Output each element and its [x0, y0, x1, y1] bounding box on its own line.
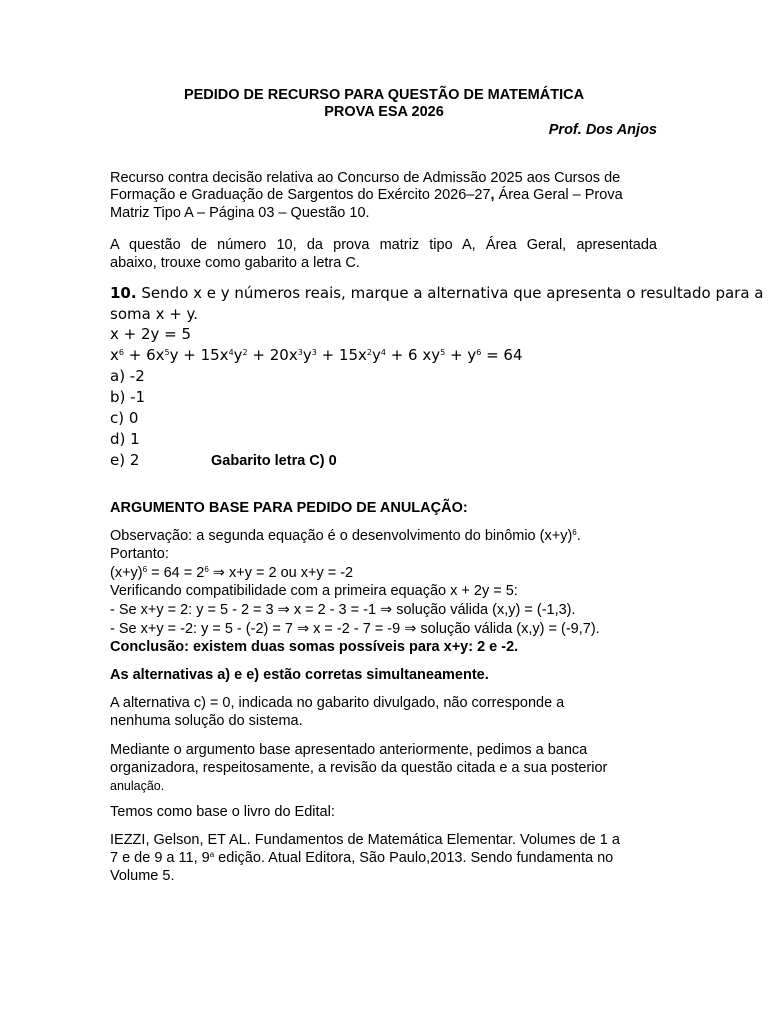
intro-p2-line-1: A questão de número 10, da prova matriz tipo A, Área Geral, apresentada — [110, 237, 657, 253]
equation-2: $x^6 + 6x^5y + 15x^4y^2 + 20x^3y^3 + 15x^2y^4 + 6$ $xy^5 + y^6 = 64$ — [110, 346, 523, 364]
case-1: - Se x+y = 2: y = 5 - 2 = 3 ⇒ x = 2 - 3 = -1 ⇒ solução válida (x,y) = (-1,3). — [110, 602, 576, 618]
step-equation: $(x+y)^6 = 64 = 2^6$ ⇒ x+y = 2 ou x+y = -2 — [110, 565, 354, 581]
doc-title-line-1: PEDIDO DE RECURSO PARA QUESTÃO DE MATEMÁTICA — [183, 87, 585, 103]
alternatives-statement: As alternativas a) e e) estão corretas simultaneamente. — [110, 667, 489, 683]
answer-critique-line-2: nenhuma solução do sistema. — [110, 713, 303, 729]
question-number: 10. — [110, 284, 137, 302]
reference-line-3: Volume 5. — [110, 868, 175, 884]
intro-line-3: Matriz Tipo A – Página 03 – Questão 10. — [110, 205, 370, 221]
intro-line-2: Formação e Graduação de Sargentos do Exército 2026–27, Área Geral – Prova — [110, 187, 623, 203]
request-line-1: Mediante o argumento base apresentado anteriormente, pedimos a banca — [110, 742, 588, 758]
option-c: c) 0 — [110, 409, 139, 427]
observation: Observação: a segunda equação é o desenvolvimento do binômio $(x+y)^6$. — [110, 528, 581, 544]
reference-line-1: IEZZI, Gelson, ET AL. Fundamentos de Matemática Elementar. Volumes de 1 a — [110, 832, 620, 848]
intro-p2-line-2: abaixo, trouxe como gabarito a letra C. — [110, 255, 360, 271]
option-e: e) 2 — [110, 451, 140, 469]
reference-line-2: 7 e de 9 a 11, 9$^a$ edição. Atual Editora, São Paulo,2013. Sendo fundamenta no — [110, 850, 614, 866]
intro-line-1: Recurso contra decisão relativa ao Concurso de Admissão 2025 aos Cursos de — [110, 170, 621, 186]
case-2: - Se x+y = -2: y = 5 - (-2) = 7 ⇒ x = -2 - 7 = -9 ⇒ solução válida (x,y) = (-9,7). — [110, 621, 600, 637]
portanto: Portanto: — [110, 546, 169, 562]
basis-statement: Temos como base o livro do Edital: — [110, 804, 335, 820]
doc-title-line-2: PROVA ESA 2026 — [324, 104, 444, 120]
author: Prof. Dos Anjos — [548, 122, 657, 138]
conclusion: Conclusão: existem duas somas possíveis para x+y: 2 e -2. — [110, 639, 519, 655]
official-answer: Gabarito letra C) 0 — [211, 453, 337, 469]
argument-heading: ARGUMENTO BASE PARA PEDIDO DE ANULAÇÃO: — [110, 500, 468, 516]
question-line-1: 10. Sendo x e y números reais, marque a alternativa que apresenta o resultado para a — [110, 284, 764, 302]
verification-line: Verificando compatibilidade com a primeira equação x + 2y = 5: — [110, 583, 518, 599]
option-a: a) -2 — [110, 367, 145, 385]
answer-critique-line-1: A alternativa c) = 0, indicada no gabarito divulgado, não corresponde a — [110, 695, 565, 711]
option-b: b) -1 — [110, 388, 146, 406]
request-line-3: anulação. — [110, 779, 165, 793]
option-d: d) 1 — [110, 430, 140, 448]
question-line-2: soma x + y. — [110, 305, 199, 323]
request-line-2: organizadora, respeitosamente, a revisão da questão citada e a sua posterior — [110, 760, 608, 776]
equation-1: x + 2y = 5 — [110, 325, 192, 343]
